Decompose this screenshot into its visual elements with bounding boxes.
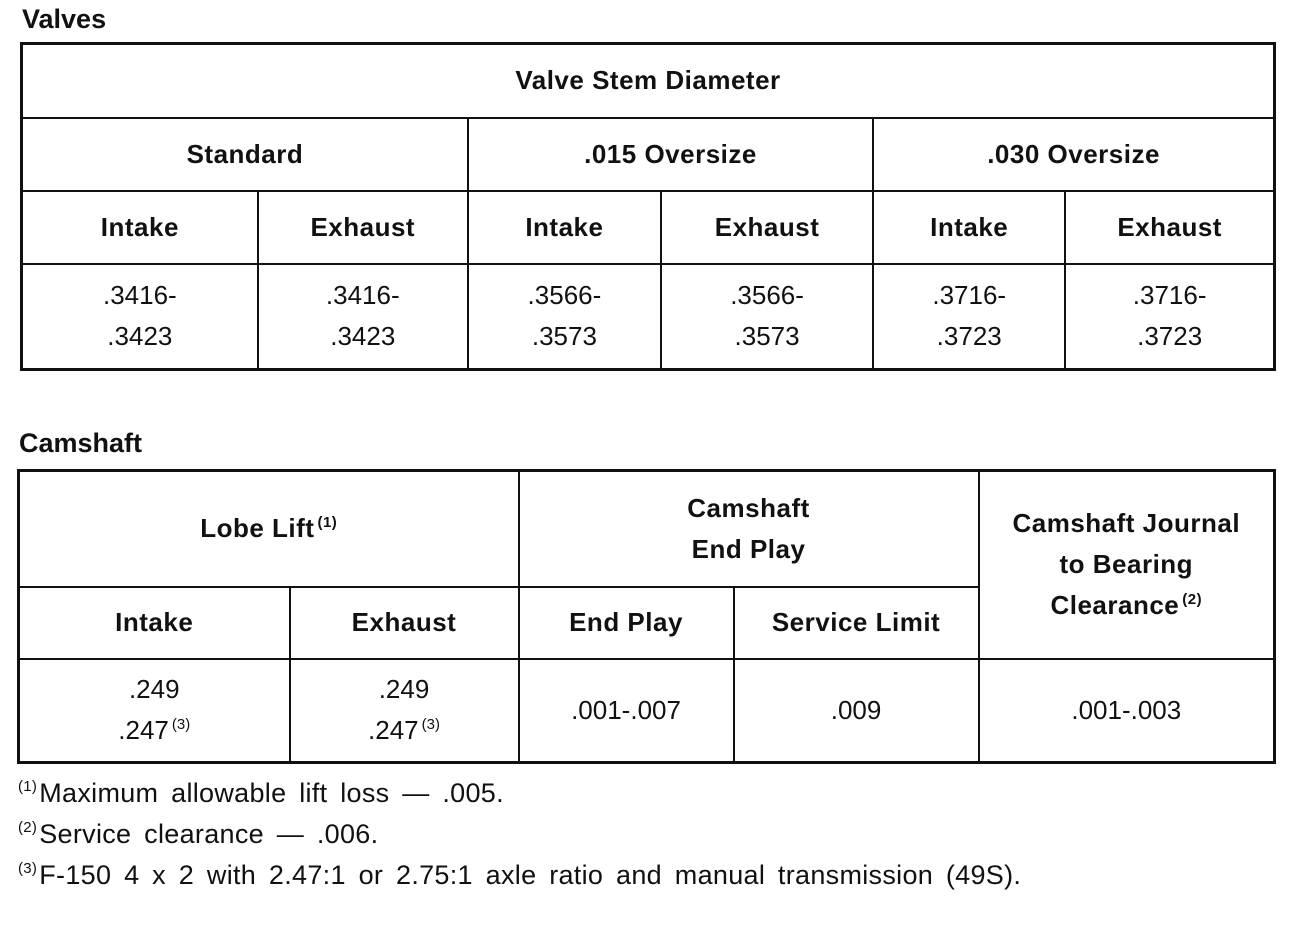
camshaft-end-play-header: Camshaft End Play — [519, 471, 979, 587]
column-header: Service Limit — [734, 587, 979, 659]
camshaft-table — [17, 469, 1276, 764]
journal-clearance-cell: .001-.003 — [979, 659, 1275, 763]
value-cell: .3716- .3723 — [873, 264, 1065, 370]
footnote-marker: (3) — [171, 716, 191, 734]
camshaft-title: Camshaft — [19, 428, 143, 458]
exhaust-lift-cell: .249 .247 $^{(3)}$ — [290, 659, 519, 763]
footnote-marker: (1) — [18, 778, 38, 795]
valve-stem-table — [20, 42, 1276, 371]
footnote-1: $^{(1)}$Maximum allowable lift loss — .005. — [18, 778, 504, 808]
footnote-3: $^{(3)}$F-150 4 x 2 with 2.47:1 or 2.75:1 axle ratio and manual transmission (49S). — [18, 860, 1022, 890]
value-cell: .3716- .3723 — [1065, 264, 1274, 370]
value-cell: .3416- .3423 — [258, 264, 468, 370]
column-header: Intake — [19, 587, 290, 659]
footnote-marker: (1) — [317, 514, 338, 532]
end-play-cell: .001-.007 — [519, 659, 734, 763]
column-header: Intake — [873, 191, 1065, 264]
column-header: Intake — [22, 191, 258, 264]
group-015-oversize-header: .015 Oversize — [468, 118, 873, 191]
footnotes — [18, 773, 1021, 896]
group-030-oversize-header: .030 Oversize — [873, 118, 1274, 191]
footnote-marker: (3) — [18, 860, 38, 877]
value-cell: .3566- .3573 — [468, 264, 661, 370]
footnote-marker: (2) — [18, 819, 38, 836]
column-header: Exhaust — [258, 191, 468, 264]
journal-clearance-header: Camshaft Journal to Bearing Clearance $^{(2)}$ — [979, 471, 1275, 659]
column-header: End Play — [519, 587, 734, 659]
column-header: Exhaust — [661, 191, 873, 264]
value-cell: .3416- .3423 — [22, 264, 258, 370]
lobe-lift-header: Lobe Lift $^{(1)}$ — [19, 471, 519, 587]
footnote-marker: (2) — [1182, 591, 1203, 609]
footnote-marker: (3) — [421, 716, 440, 734]
value-cell: .3566- .3573 — [661, 264, 873, 370]
column-header: Intake — [468, 191, 661, 264]
footnote-2: $^{(2)}$Service clearance — .006. — [18, 819, 379, 849]
valves-title: Valves — [22, 4, 107, 34]
column-header: Exhaust — [290, 587, 519, 659]
intake-lift-cell: .249 .247 $^{(3)}$ — [19, 659, 290, 763]
service-limit-cell: .009 — [734, 659, 979, 763]
valve-stem-diameter-header: Valve Stem Diameter — [22, 44, 1275, 118]
group-standard-header: Standard — [22, 118, 468, 191]
column-header: Exhaust — [1065, 191, 1274, 264]
